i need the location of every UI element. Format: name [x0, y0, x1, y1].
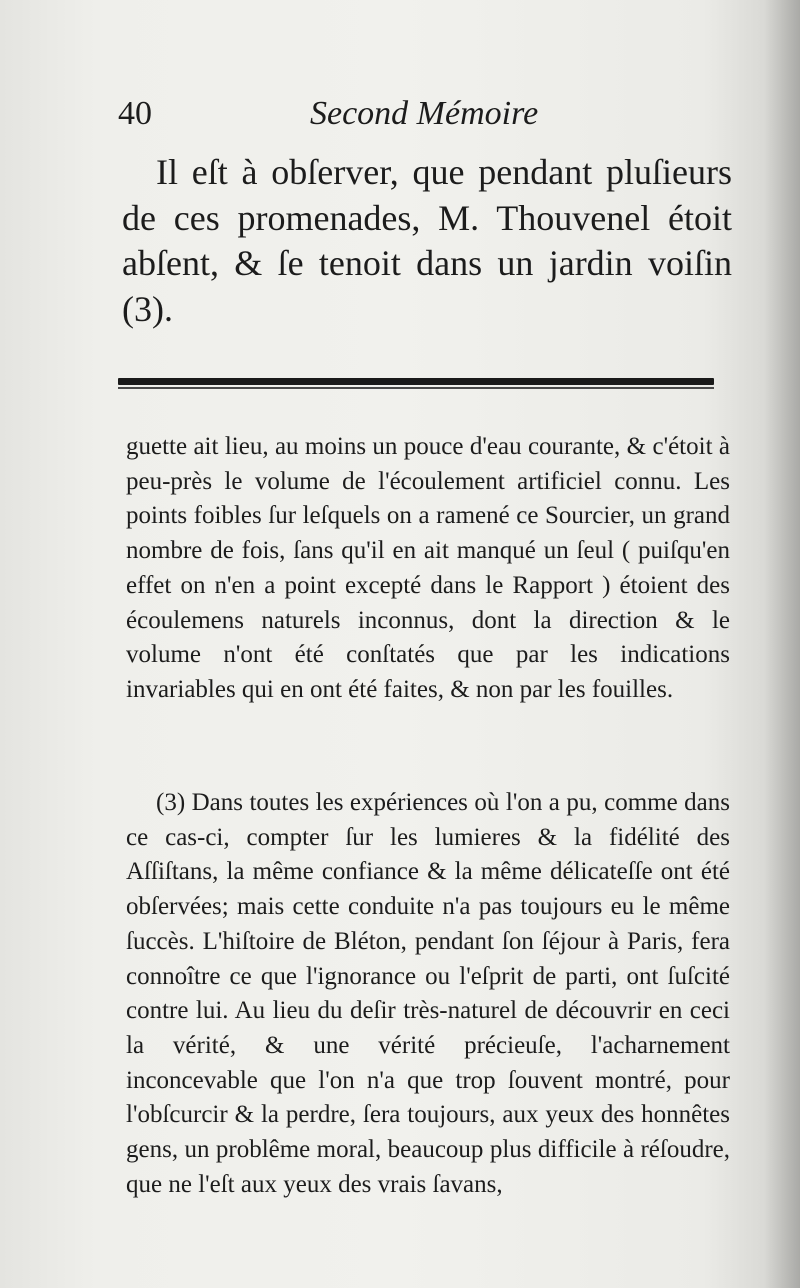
footnote-separator-rule: [118, 378, 714, 385]
main-paragraph: Il eſt à obſerver, que pendant pluſieurs de ces promenades, M. Thouvenel étoit abſent, & ſe tenoit dans un jardin voiſin (3).: [122, 152, 732, 329]
running-title: Second Mémoire: [310, 95, 539, 132]
page-number: 40: [118, 95, 152, 132]
page-edge-shadow: [764, 0, 800, 1288]
page-header: [118, 92, 738, 142]
main-text: [122, 150, 732, 332]
footnote-3: [126, 786, 730, 1202]
footnote-3-text: (3) Dans toutes les expériences où l'on a pu, comme dans ce cas-ci, compter ſur les lumieres & la fidélité des Aſſiſtans, la même confiance & la même délicateſſe ont été obſervées; mais cette conduite n'a pas toujours eu le même ſuccès. L'hiſtoire de Bléton, pendant ſon ſéjour à Paris, fera connoître ce que l'ignorance ou l'eſprit de parti, ont ſuſcité contre lui. Au lieu du deſir très-naturel de découvrir en ceci la vérité, & une vérité précieuſe, l'acharnement inconcevable que l'on n'a que trop ſouvent montré, pour l'obſcurcir & la perdre, ſera toujours, aux yeux des honnêtes gens, un problême moral, beaucoup plus difficile à réſoudre, que ne l'eſt aux yeux des vrais ſavans,: [126, 789, 730, 1198]
footnote-continuation-text: guette ait lieu, au moins un pouce d'eau courante, & c'étoit à peu-près le volume de l'écoulement artificiel connu. Les points foibles ſur leſquels on a ramené ce Sourcier, un grand nombre de fois, ſans qu'il en ait manqué un ſeul ( puiſqu'en effet on n'en a point excepté dans le Rapport ) étoient des écoulemens naturels inconnus, dont la direction & le volume n'ont été conſtatés que par les indications invariables qui en ont été faites, & non par les fouilles.: [126, 433, 730, 703]
footnote-continuation: [126, 430, 730, 708]
